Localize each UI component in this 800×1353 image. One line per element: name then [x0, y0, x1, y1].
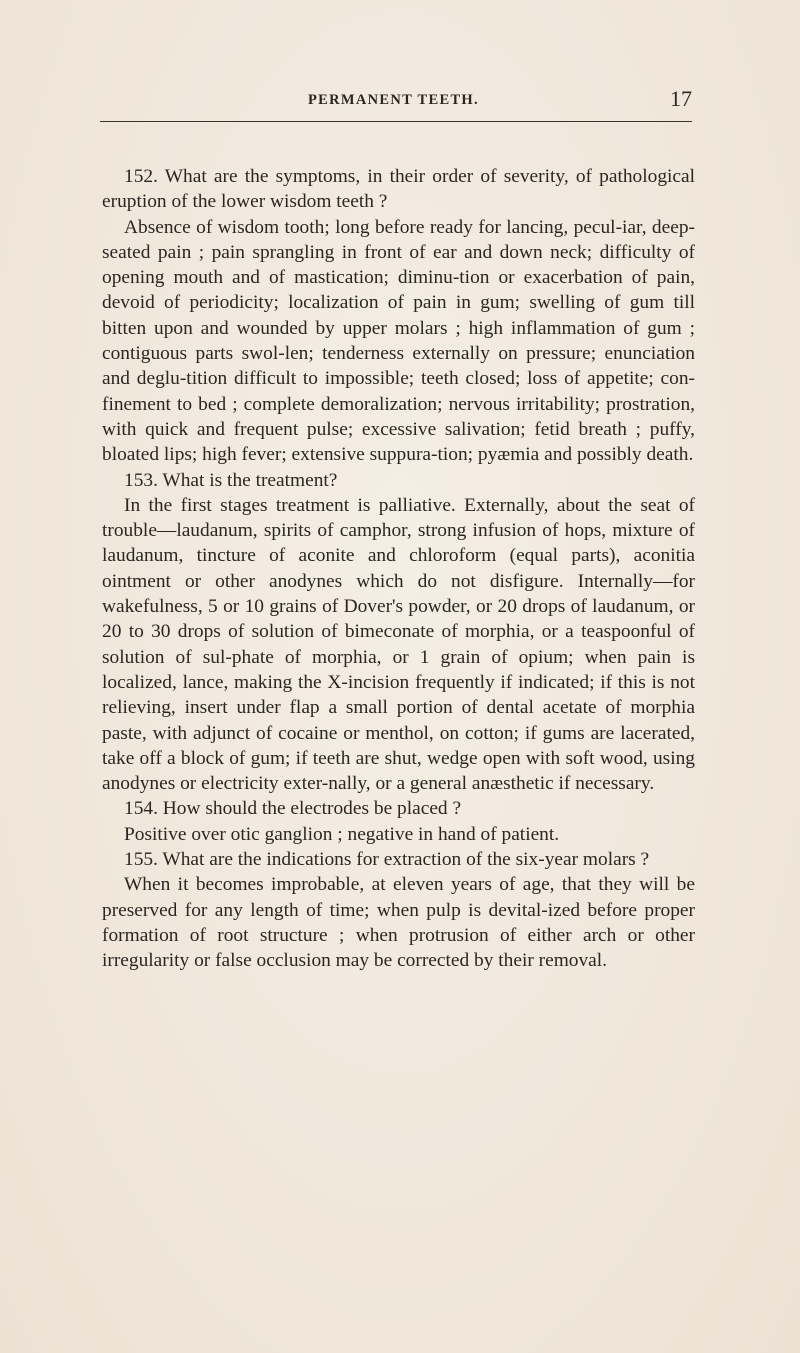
page-number: 17	[670, 86, 692, 111]
body-text	[102, 164, 695, 974]
question-153: 153. What is the treatment?	[124, 469, 338, 491]
question-155: 155. What are the indications for extraction of the six-year molars ?	[124, 849, 650, 871]
answer-155: When it becomes improbable, at eleven years of age, that they will be preserved for any length of time; when pulp is devital-ized before proper formation of root structure ; when protrusion of either arch or other irregularity or false occlusion may be corrected by their removal.	[102, 874, 695, 972]
question-154: 154. How should the electrodes be placed ?	[124, 798, 462, 820]
answer-153: In the first stages treatment is palliative. Externally, about the seat of trouble—laudanum, spirits of camphor, strong infusion of hops, mixture of laudanum, tincture of aconite and chloroform (equal parts), aconitia ointment or other anodynes which do not disfigure. Internally—for wakefulness, 5 or 10 grains of Dover's powder, or 20 drops of laudanum, or 20 to 30 drops of solution of bimeconate of morphia, or a teaspoonful of solution of sul-phate of morphia, or 1 grain of opium; when pain is localized, lance, making the X-incision frequently if indicated; if this is not relieving, insert under flap a small portion of dental acetate of morphia paste, with adjunct of cocaine or menthol, on cotton; if gums are lacerated, take off a block of gum; if teeth are shut, wedge open with soft wood, using anodynes or electricity exter-nally, or a general anæsthetic if necessary.	[102, 494, 695, 795]
header-rule	[100, 121, 692, 122]
answer-152: Absence of wisdom tooth; long before ready for lancing, pecul-iar, deep-seated pain ; pain sprangling in front of ear and down neck; difficulty of opening mouth and of mastication; diminu-tion or exacerbation of pain, devoid of periodicity; localization of pain in gum; swelling of gum till bitten upon and wounded by upper molars ; high inflammation of gum ; contiguous parts swol-len; tenderness externally on pressure; enunciation and deglu-tition difficult to impossible; teeth closed; loss of appetite; con-finement to bed ; complete demoralization; nervous irritability; prostration, with quick and frequent pulse; excessive salivation; fetid breath ; puffy, bloated lips; high fever; extensive suppura-tion; pyæmia and possibly death.	[102, 216, 695, 466]
page-header	[100, 88, 698, 160]
running-head: PERMANENT TEETH.	[308, 92, 479, 108]
answer-154: Positive over otic ganglion ; negative in hand of patient.	[124, 823, 560, 845]
question-152: 152. What are the symptoms, in their order of severity, of pathological eruption of the lower wisdom teeth ?	[102, 166, 695, 213]
